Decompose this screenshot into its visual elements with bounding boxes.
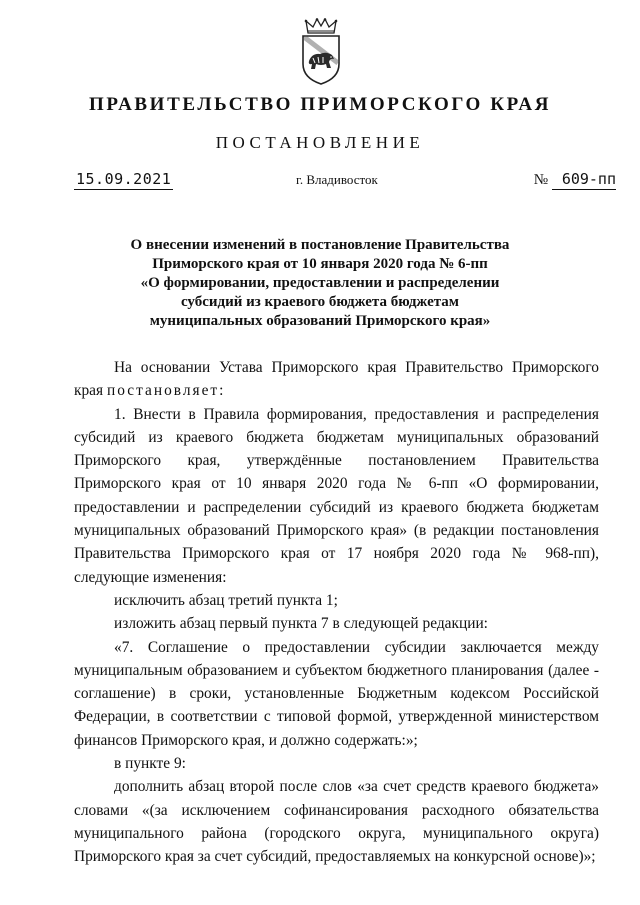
body-paragraph: дополнить абзац второй после слов «за счет средств краевого бюджета» словами «(за исключением софинансирования расходного обязательства муниципального района (городского округа, муниципального округа) Приморского края за счет субсидий, предоставляемых на конкурсной основе)»; — [74, 778, 599, 866]
body-paragraph: в пункте 9: — [114, 755, 186, 773]
subject-line: О внесении изменений в постановление Правительства — [130, 237, 510, 253]
body-paragraph: изложить абзац первый пункта 7 в следующей редакции: — [114, 615, 488, 633]
document-number-block — [534, 170, 616, 190]
government-title: ПРАВИТЕЛЬСТВО ПРИМОРСКОГО КРАЯ — [88, 94, 552, 115]
body-paragraph: «7. Соглашение о предоставлении субсидии заключается между муниципальным образованием и субъектом бюджетного планирования (далее - соглашение) в сроки, установленные Бюджетным кодексом Российской Федерации, в соответствии с типовой формой, утвержденной министерством финансов Приморского края, и должно содержать:»; — [74, 638, 599, 749]
subject-line: субсидий из краевого бюджета бюджетам — [180, 294, 460, 310]
preamble-text: На основании Устава Приморского края Правительство Приморского края — [74, 359, 599, 400]
body-paragraph: 1. Внести в Правила формирования, предоставления и распределения субсидий из краевого бюджета бюджетам муниципальных образований Приморского края, утверждённые постановлением Правительства Приморского края от 10 января 2020 года № 6-пп «О формировании, предоставлении и распределении субсидий из краевого бюджета бюджетам муниципальных образований Приморского края» (в редакции постановления Правительства Приморского края от 17 ноября 2020 года № 968-пп), следующие изменения: — [74, 405, 599, 586]
document-subject — [90, 236, 550, 331]
preamble-keyword: постановляет: — [106, 382, 226, 400]
preamble-paragraph — [74, 356, 599, 403]
document-city: г. Владивосток — [296, 172, 378, 187]
subject-line: Приморского края от 10 января 2020 года № 6-пп — [152, 256, 488, 272]
subject-line: «О формировании, предоставлении и распределении — [140, 275, 500, 291]
document-number: 609-пп — [552, 170, 616, 190]
number-sign: № — [533, 172, 548, 188]
subject-line: муниципальных образований Приморского края» — [149, 313, 491, 329]
document-date: 15.09.2021 — [76, 170, 172, 188]
body-paragraph: исключить абзац третий пункта 1; — [114, 591, 338, 609]
document-meta-row — [74, 170, 616, 192]
document-body — [74, 356, 599, 869]
coat-of-arms-icon — [300, 18, 342, 86]
document-type: ПОСТАНОВЛЕНИЕ — [215, 133, 425, 152]
